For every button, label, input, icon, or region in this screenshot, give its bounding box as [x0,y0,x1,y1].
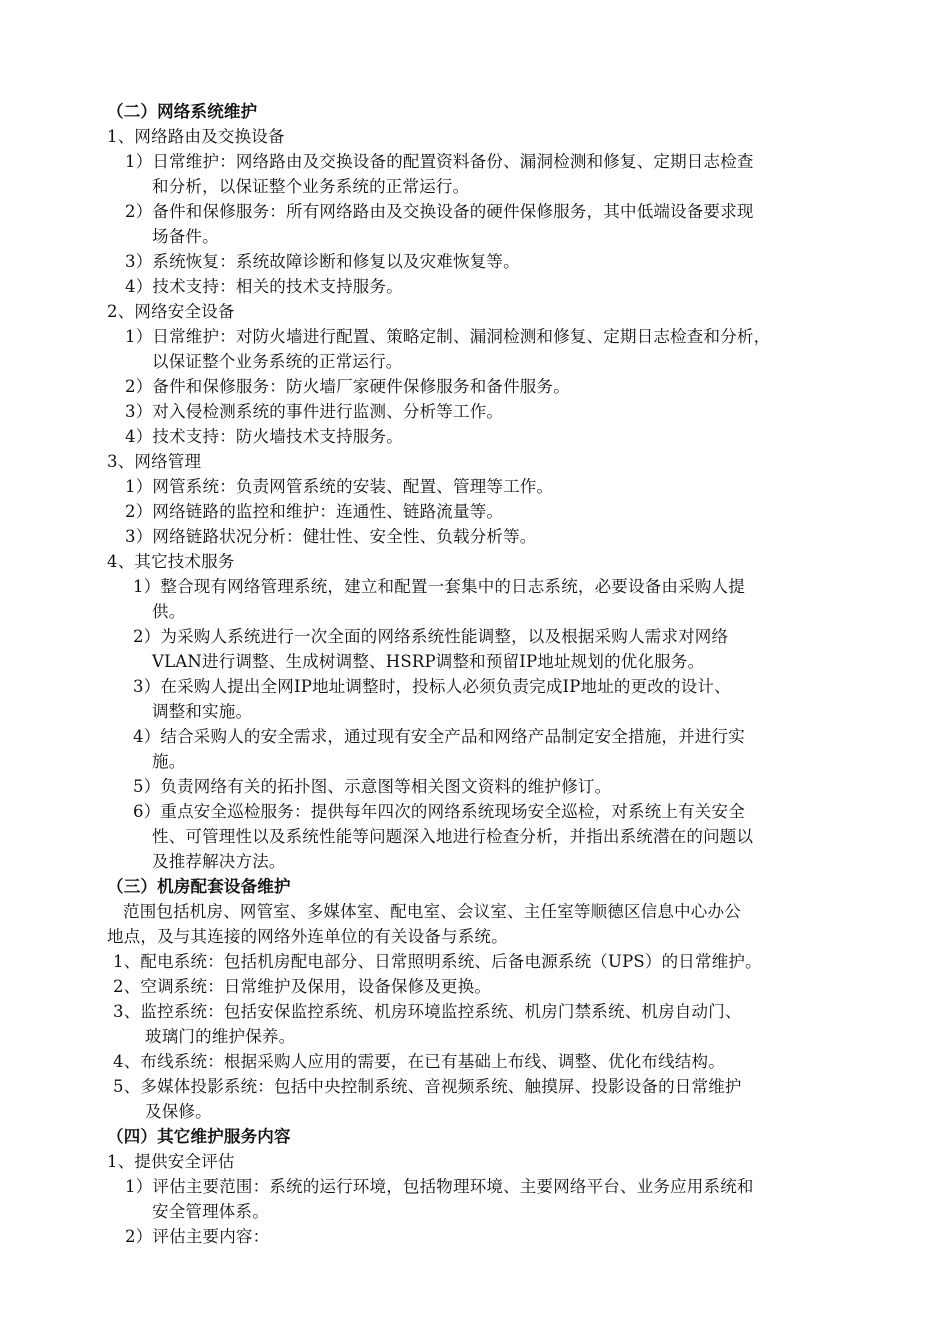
list-item-text: 及保修。 [145,1102,212,1121]
list-item-text: 3）对入侵检测系统的事件进行监测、分析等工作。 [125,402,504,421]
list-item-text: 2）网络链路的监控和维护：连通性、链路流量等。 [125,502,504,521]
list-item-text: 和分析，以保证整个业务系统的正常运行。 [152,177,470,196]
paragraph-text: 地点，及与其连接的网络外连单位的有关设备与系统。 [107,927,508,946]
section-heading-machine-room: （三）机房配套设备维护 [107,877,291,896]
list-item-text: 4）结合采购人的安全需求，通过现有安全产品和网络产品制定安全措施，并进行实 [133,727,745,746]
list-item-text: 5）负责网络有关的拓扑图、示意图等相关图文资料的维护修订。 [133,777,612,796]
list-item-text: 2）备件和保修服务：防火墙厂家硬件保修服务和备件服务。 [125,377,570,396]
list-item-text: 2、空调系统：日常维护及保用，设备保修及更换。 [113,977,492,996]
subsection-heading-security-devices: 2、网络安全设备 [107,302,235,321]
list-item-text: 1）网管系统：负责网管系统的安装、配置、管理等工作。 [125,477,554,496]
list-item-text: 2）评估主要内容： [125,1227,270,1246]
list-item-text: 1、配电系统：包括机房配电部分、日常照明系统、后备电源系统（UPS）的日常维护。 [113,952,762,971]
list-item-text: 1）评估主要范围：系统的运行环境，包括物理环境、主要网络平台、业务应用系统和 [125,1177,754,1196]
list-item-text: 6）重点安全巡检服务：提供每年四次的网络系统现场安全巡检，对系统上有关安全 [133,802,745,821]
list-item-text: 2）备件和保修服务：所有网络路由及交换设备的硬件保修服务，其中低端设备要求现 [125,202,754,221]
subsection-heading-other-tech-services: 4、其它技术服务 [107,552,235,571]
subsection-heading-security-assessment: 1、提供安全评估 [107,1152,235,1171]
list-item-text: 4）技术支持：相关的技术支持服务。 [125,277,403,296]
paragraph-text: 范围包括机房、网管室、多媒体室、配电室、会议室、主任室等顺德区信息中心办公 [123,902,741,921]
list-item-text: 3、监控系统：包括安保监控系统、机房环境监控系统、机房门禁系统、机房自动门、 [113,1002,742,1021]
list-item-text: 3）系统恢复：系统故障诊断和修复以及灾难恢复等。 [125,252,520,271]
section-heading-other-services: （四）其它维护服务内容 [107,1127,291,1146]
subsection-heading-network-management: 3、网络管理 [107,452,202,471]
list-item-text: 安全管理体系。 [152,1202,269,1221]
list-item-text: 及推荐解决方法。 [152,852,286,871]
list-item-text: 4、布线系统：根据采购人应用的需要，在已有基础上布线、调整、优化布线结构。 [113,1052,725,1071]
list-item-text: 4）技术支持：防火墙技术支持服务。 [125,427,403,446]
list-item-text: 以保证整个业务系统的正常运行。 [152,352,403,371]
list-item-text: 2）为采购人系统进行一次全面的网络系统性能调整，以及根据采购人需求对网络 [133,627,729,646]
list-item-text: 场备件。 [152,227,219,246]
list-item-text: 1）日常维护：对防火墙进行配置、策略定制、漏洞检测和修复、定期日志检查和分析， [125,327,771,346]
list-item-text: 1）整合现有网络管理系统，建立和配置一套集中的日志系统，必要设备由采购人提 [133,577,745,596]
list-item-text: 1）日常维护：网络路由及交换设备的配置资料备份、漏洞检测和修复、定期日志检查 [125,152,754,171]
list-item-text: 3）网络链路状况分析：健壮性、安全性、负载分析等。 [125,527,537,546]
list-item-text: 玻璃门的维护保养。 [145,1027,296,1046]
section-heading-network-maintenance: （二）网络系统维护 [107,102,258,121]
list-item-text: VLAN进行调整、生成树调整、HSRP调整和预留IP地址规划的优化服务。 [152,652,705,671]
list-item-text: 5、多媒体投影系统：包括中央控制系统、音视频系统、触摸屏、投影设备的日常维护 [113,1077,742,1096]
subsection-heading-routing-switching: 1、网络路由及交换设备 [107,127,285,146]
list-item-text: 供。 [152,602,186,621]
list-item-text: 调整和实施。 [152,702,253,721]
list-item-text: 性、可管理性以及系统性能等问题深入地进行检查分析，并指出系统潜在的问题以 [152,827,754,846]
list-item-text: 3）在采购人提出全网IP地址调整时，投标人必须负责完成IP地址的更改的设计、 [133,677,731,696]
list-item-text: 施。 [152,752,186,771]
